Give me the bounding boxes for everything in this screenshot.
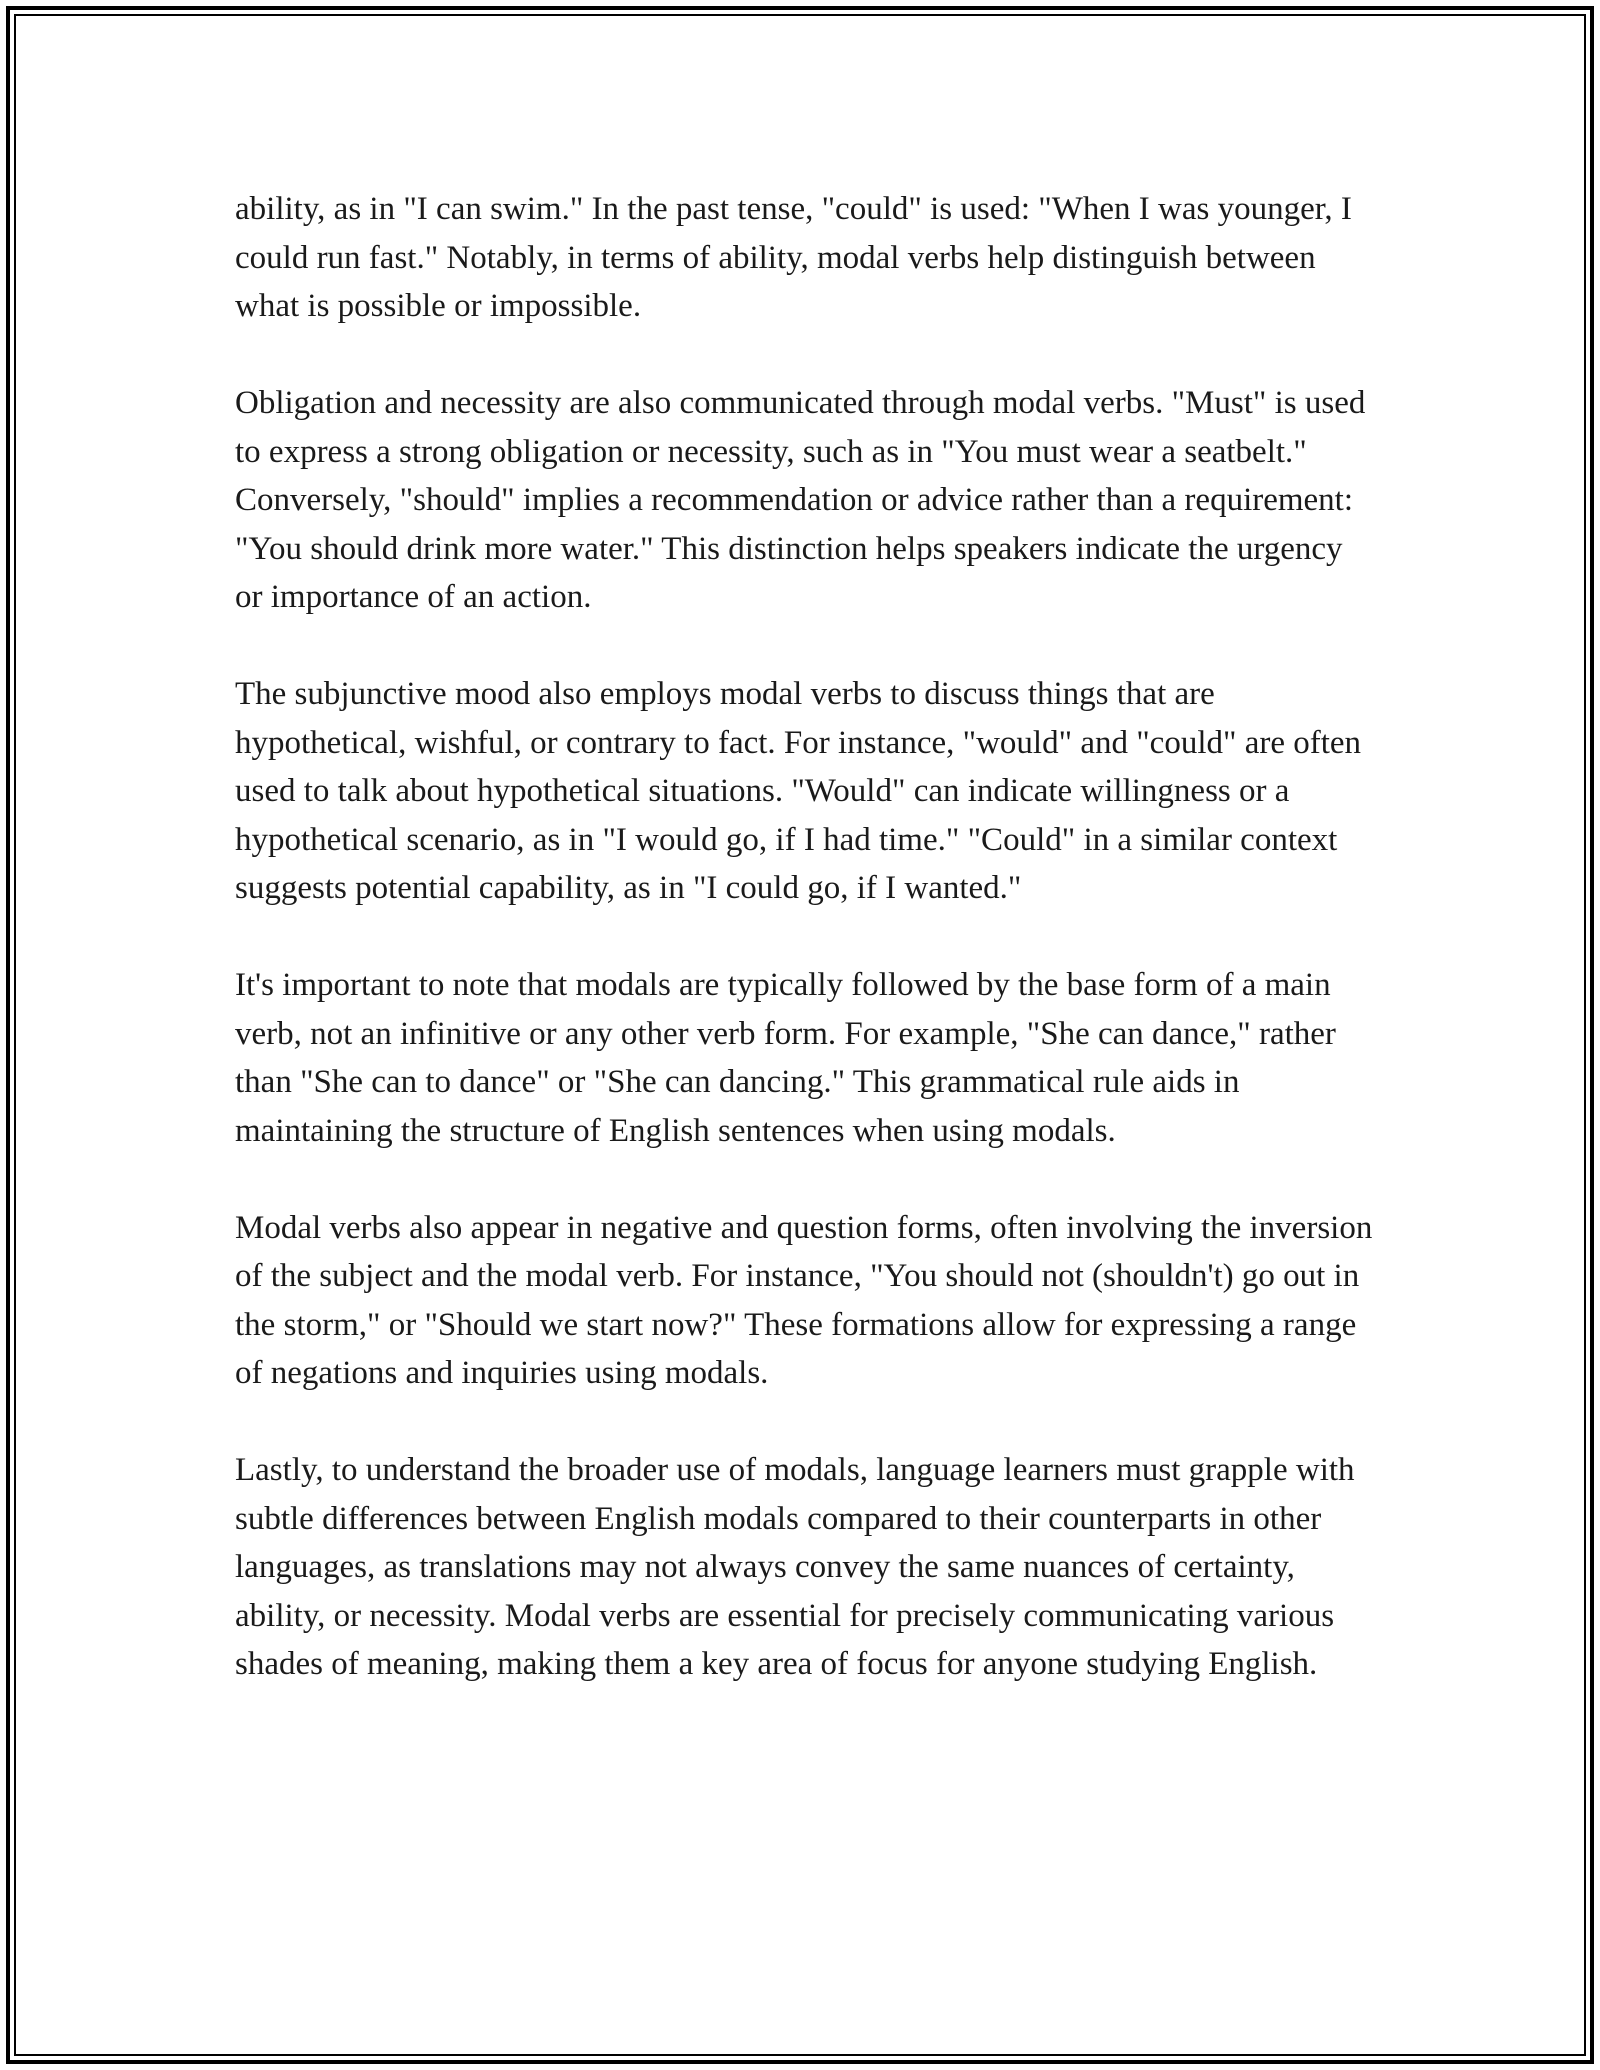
paragraph-negative-question: Modal verbs also appear in negative and question forms, often involving the inversion of the subject and the modal verb. For instance, "You should not (shouldn't) go out in the storm," or "Should we start now?" These formations allow for expressing a range of negations and inquiries using modals.	[235, 1209, 1373, 1391]
paragraph-conclusion: Lastly, to understand the broader use of modals, language learners must grapple with subtle differences between English modals compared to their counterparts in other languages, as translations may not always convey the same nuances of certainty, ability, or necessity. Modal verbs are essential for precisely communicating various shades of meaning, making them a key area of focus for anyone studying English.	[235, 1452, 1355, 1682]
paragraph-ability: ability, as in "I can swim." In the past tense, "could" is used: "When I was younger, I could run fast." Notably, in terms of ability, modal verbs help distinguish between what is possible or impossible.	[235, 191, 1352, 324]
document-body	[235, 185, 1375, 1737]
paragraph-obligation: Obligation and necessity are also communicated through modal verbs. "Must" is used to express a strong obligation or necessity, such as in "You must wear a seatbelt." Conversely, "should" implies a recommendation or advice rather than a requirement: "You should drink more water." This distinction helps speakers indicate the urgency or importance of an action.	[235, 385, 1366, 615]
paragraph-base-form: It's important to note that modals are typically followed by the base form of a main verb, not an infinitive or any other verb form. For example, "She can dance," rather than "She can to dance" or "She can dancing." This grammatical rule aids in maintaining the structure of English sentences when using modals.	[235, 967, 1336, 1149]
paragraph-subjunctive: The subjunctive mood also employs modal verbs to discuss things that are hypothetical, wishful, or contrary to fact. For instance, "would" and "could" are often used to talk about hypothetical situations. "Would" can indicate willingness or a hypothetical scenario, as in "I would go, if I had time." "Could" in a similar context suggests potential capability, as in "I could go, if I wanted."	[235, 676, 1362, 906]
